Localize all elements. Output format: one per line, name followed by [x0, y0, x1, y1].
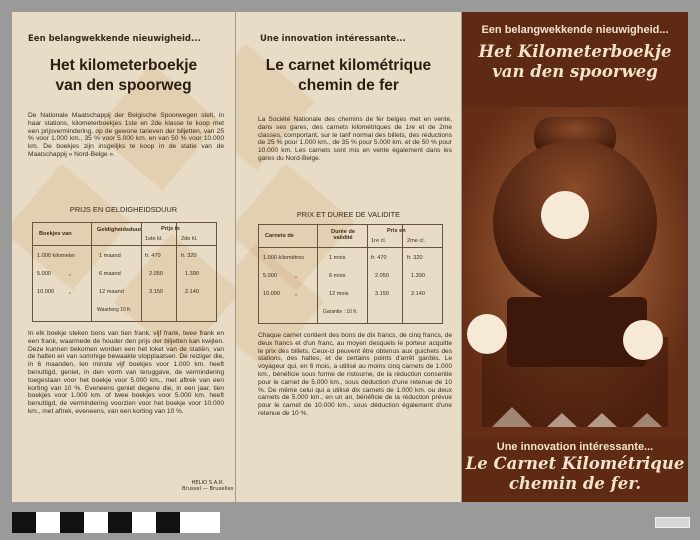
header-class2: 2me cl. [407, 238, 426, 244]
body-paragraph: In elk boekje steken bons van tien frank, vijf frank, twee frank en een frank, waarmede de houder den prijs der biljetten kan kwijten. Deze kunnen bekomen worden een het loket van de statiën, van de halten en van sommige bewaakte stopplaatsen. De reiziger die, in 6 maanden, ten minste vijf boekjes voor 1.000 km. heeft benuttigd, geniet, in den vorm van teruggave, de vermindering toegestaan voor het boekje voor 5.000 km., met aftrek van een korting van 10 %. Eveneens geniet degene die, in een jaar, tien boekjes voor 1.000 km. of twee boekjes voor 5.000 km. heeft benuttigd, de vermindering voorzien voor het boekje voor 10.000 km., met aftrek, eveneens, van een korting van 10 %. [28, 330, 224, 415]
title-line-1: Le carnet kilométrique [265, 57, 432, 74]
row-price1: 3.150 [375, 291, 389, 297]
row-price1: 3.150 [149, 289, 163, 295]
row-price1: fr. 470 [371, 255, 387, 261]
row-ditto: „ [295, 273, 297, 279]
row-price2: 2.140 [185, 289, 199, 295]
header-class1: 1re cl. [371, 238, 387, 244]
row-ditto: „ [69, 289, 71, 295]
intro-paragraph: De Nationale Maatschappij der Belgische Spoorwegen stelt, in haar stations, kilometerboekjes 1ste en 2de klasse te koop met een prijsvermindering, op de gewone tarieven der biljetten, van 25 % voor 1.000 km., 35 % voor 5.000 km. en van 50 % voor 10.000 km. De boekjes zijn insgelijks te koop in de statie van de Maatschappij « Nord-Belge ». [28, 112, 224, 158]
cover-bottom-title-line-2: chemin de fer. [508, 474, 642, 493]
cover-panel [462, 12, 688, 502]
row-price1: 2.050 [149, 271, 163, 277]
imprint-line-1: HELIO S.A.R. [191, 480, 224, 486]
intro-paragraph: La Société Nationale des chemins de fer belges met en vente, dans ses gares, des carnets kilométriques de 1re et de 2me classes, comportant, sur le tarif normal des billets, des réductions de 25 % pour 1.000 km., de 35 % pour 5.000 km. et de 50 % pour 10.000 km. Les carnets sont mis en vente également dans les gares du Nord-Belge. [258, 116, 452, 162]
header-class1: 1ste kl. [145, 236, 163, 242]
row-km: 1.000 kilomètres [263, 255, 305, 261]
row-ditto: „ [295, 291, 297, 297]
title-line-2: chemin de fer [298, 77, 399, 94]
price-table [258, 224, 443, 324]
french-panel [236, 12, 461, 502]
row-price1: fr. 470 [145, 253, 161, 259]
header-validity: Durée de validité [331, 229, 355, 242]
header-price: Prijs in [161, 226, 180, 232]
headlight-icon [541, 191, 589, 239]
dutch-panel [12, 12, 235, 502]
panel-title [12, 56, 235, 96]
lamp-icon [623, 320, 663, 360]
row-duration: 1 mois [329, 255, 346, 261]
cover-top-title-line-1: Het Kilometerboekje [478, 42, 672, 61]
row-duration: 1 maand [99, 253, 121, 259]
cover-top-kicker: Een belangwekkende nieuwigheid... [481, 24, 669, 36]
cover-mid-kicker: Une innovation intéressante... [496, 441, 654, 453]
deposit-note: Garantie : 10 fr. [323, 309, 358, 315]
row-price2: 1.390 [185, 271, 199, 277]
row-duration: 6 mois [329, 273, 346, 279]
header-class2: 2de kl. [181, 236, 198, 242]
panel-kicker: Une innovation intéressante... [260, 34, 406, 44]
scale-bar [12, 512, 220, 533]
cover-bottom-title [462, 454, 688, 494]
title-line-1: Het kilometerboekje [49, 57, 198, 74]
cover-top-title-line-2: van den spoorweg [492, 62, 658, 81]
row-km: 1.000 kilometer [37, 253, 76, 259]
table-title: PRIX ET DUREE DE VALIDITE [296, 210, 401, 219]
table-title: PRIJS EN GELDIGHEIDSDUUR [69, 205, 178, 214]
row-duration: 6 maand [99, 271, 121, 277]
imprint-line-2: Brussel — Bruxelles [182, 486, 234, 492]
row-ditto: „ [69, 271, 71, 277]
price-table [32, 222, 217, 322]
row-duration: 12 maand [99, 289, 124, 295]
panel-title [236, 56, 461, 96]
header-booklets: Boekjes van [39, 231, 72, 237]
header-price: Prix en [387, 228, 406, 234]
deposit-note: Waarborg 10 fr. [97, 307, 132, 313]
body-paragraph: Chaque carnet contient des bons de dix francs, de cinq francs, de deux francs et d'un franc, au moyen desquels le porteur acquitte le prix des billets. Ceux-ci peuvent être obtenus aux guichets des stations, des haltes, et de certains points d'arrêt gardés. Le voyageur qui, en 6 mois, a utilisé au moins cinq carnets de 1.000 km., bénéficie sous forme de ristourne, de la réduction consentie pour le carnet de 5.000 km., sous déduction d'une retenue de 10 %. De même celui qui a utilisé dix carnets de 1.000 km. ou deux carnets de 5.000 km., en un an, bénéficie de la réduction prévue pour le carnet de 10.000 km., sous déduction également d'une retenue de 10 %. [258, 332, 452, 417]
row-price2: fr. 320 [181, 253, 197, 259]
row-km: 5.000 [263, 273, 277, 279]
panel-kicker: Een belangwekkende nieuwigheid... [28, 34, 201, 44]
row-km: 10.000 [263, 291, 281, 297]
row-price1: 2.050 [375, 273, 389, 279]
archive-tag [655, 517, 690, 528]
row-price2: 2.140 [411, 291, 425, 297]
row-km: 10.000 [37, 289, 55, 295]
row-duration: 12 mois [329, 291, 349, 297]
row-km: 5.000 [37, 271, 51, 277]
cover-bottom-title-line-1: Le Carnet Kilométrique [465, 454, 685, 473]
title-line-2: van den spoorweg [55, 77, 192, 94]
lamp-icon [467, 314, 507, 354]
header-booklets: Carnets de [265, 233, 294, 239]
locomotive-illustration [462, 107, 688, 437]
row-price2: 1.390 [411, 273, 425, 279]
cover-top-title [462, 42, 688, 82]
printer-imprint [182, 480, 233, 492]
row-price2: fr. 320 [407, 255, 423, 261]
header-validity: Geldigheidsduur [97, 227, 142, 233]
